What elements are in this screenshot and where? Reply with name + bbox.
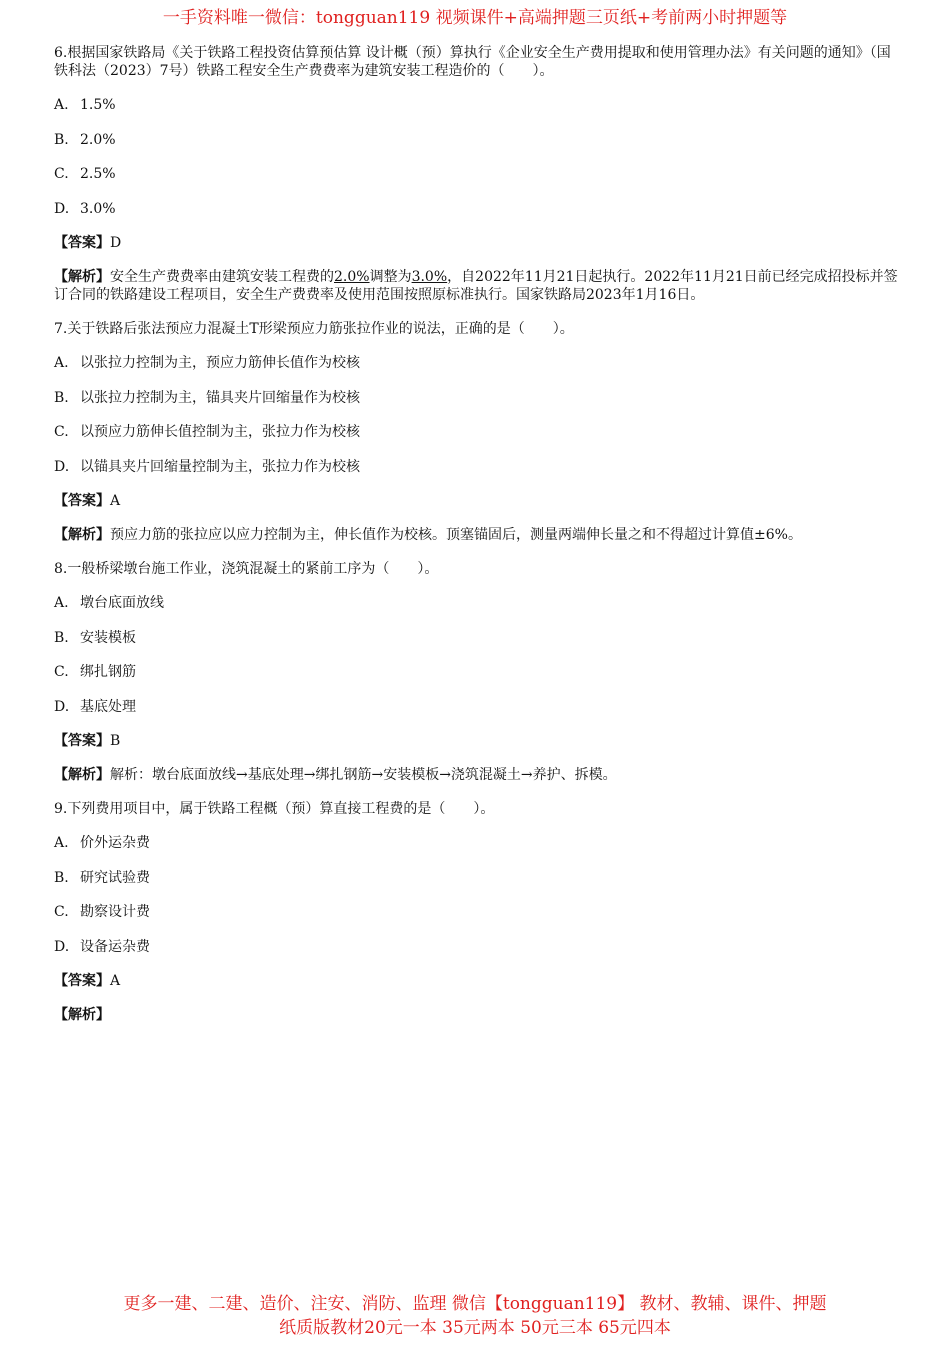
option-a: A. 1.5% (54, 97, 116, 113)
option-c: C. 绑扎钢筋 (54, 664, 136, 680)
option-c: C. 勘察设计费 (54, 904, 150, 920)
footer-banner (0, 1292, 950, 1340)
underlined-rate-old: 2.0% (334, 269, 370, 285)
option-c: C. 2.5% (54, 166, 116, 182)
question-stem: 6.根据国家铁路局《关于铁路工程投资估算预估算 设计概（预）算执行《企业安全生产费用提取和使用管理办法》有关问题的通知》（国铁科法（2023）7号）铁路工程安全生产费费率为建筑安装工程造价的（ ）。 (54, 45, 891, 79)
option-b: B. 2.0% (54, 131, 116, 148)
question-7 (54, 320, 900, 544)
option-d: D. 设备运杂费 (54, 938, 150, 955)
header-banner: 一手资料唯一微信：tongguan119 视频课件+高端押题三页纸+考前两小时押题等 (162, 8, 788, 28)
question-6 (54, 44, 900, 304)
analysis-tag: 【解析】 (54, 269, 110, 285)
analysis-tag: 【解析】 (54, 767, 110, 783)
analysis-tag: 【解析】 (54, 1007, 110, 1023)
analysis-line (54, 526, 900, 544)
option-c: C. 以预应力筋伸长值控制为主，张拉力作为校核 (54, 424, 360, 440)
answer-value: D (110, 235, 122, 251)
footer-line-2: 纸质版教材20元一本 35元两本 50元三本 65元四本 (279, 1318, 671, 1338)
option-d: D. 基底处理 (54, 698, 136, 715)
analysis-line: 【解析】安全生产费费率由建筑安装工程费的2.0%调整为3.0%，自2022年11月21日起执行。2022年11月21日前已经完成招投标并签订合同的铁路建设工程项目，安全生产费费率及使用范围按照原标准执行。国家铁路局2023年1月16日。 (54, 269, 898, 303)
analysis-text: 解析：墩台底面放线→基底处理→绑扎钢筋→安装模板→浇筑混凝土→养护、拆模。 (110, 767, 617, 783)
question-9 (54, 800, 900, 1024)
answer-line (54, 234, 900, 252)
answer-tag: 【答案】 (54, 973, 110, 989)
option-a: A. 价外运杂费 (54, 835, 150, 851)
answer-tag: 【答案】 (54, 493, 110, 509)
option-a: A. 以张拉力控制为主，预应力筋伸长值作为校核 (54, 355, 360, 371)
option-d: D. 3.0% (54, 200, 116, 217)
analysis-tag: 【解析】 (54, 527, 110, 543)
option-b: B. 研究试验费 (54, 869, 150, 886)
question-stem: 9.下列费用项目中，属于铁路工程概（预）算直接工程费的是（ ）。 (54, 801, 495, 817)
answer-line (54, 732, 900, 750)
option-b: B. 以张拉力控制为主，锚具夹片回缩量作为校核 (54, 389, 360, 406)
analysis-line (54, 766, 900, 784)
answer-value: B (110, 733, 121, 749)
answer-line (54, 492, 900, 510)
analysis-text: 预应力筋的张拉应以应力控制为主，伸长值作为校核。顶塞锚固后，测量两端伸长量之和不得超过计算值±6%。 (110, 527, 802, 543)
option-a: A. 墩台底面放线 (54, 595, 164, 611)
option-b: B. 安装模板 (54, 629, 136, 646)
question-8 (54, 560, 900, 784)
question-stem: 8.一般桥梁墩台施工作业，浇筑混凝土的紧前工序为（ ）。 (54, 561, 439, 577)
option-d: D. 以锚具夹片回缩量控制为主，张拉力作为校核 (54, 458, 360, 475)
footer-line-1: 更多一建、二建、造价、注安、消防、监理 微信【tongguan119】 教材、教辅、课件、押题 (123, 1294, 827, 1314)
document-body (54, 44, 900, 1040)
answer-tag: 【答案】 (54, 733, 110, 749)
answer-value: A (110, 493, 121, 509)
analysis-line (54, 1006, 900, 1024)
question-stem: 7.关于铁路后张法预应力混凝土T形梁预应力筋张拉作业的说法，正确的是（ ）。 (54, 321, 574, 337)
answer-value: A (110, 973, 121, 989)
answer-line (54, 972, 900, 990)
underlined-rate-new: 3.0% (411, 269, 448, 285)
answer-tag: 【答案】 (54, 235, 110, 251)
